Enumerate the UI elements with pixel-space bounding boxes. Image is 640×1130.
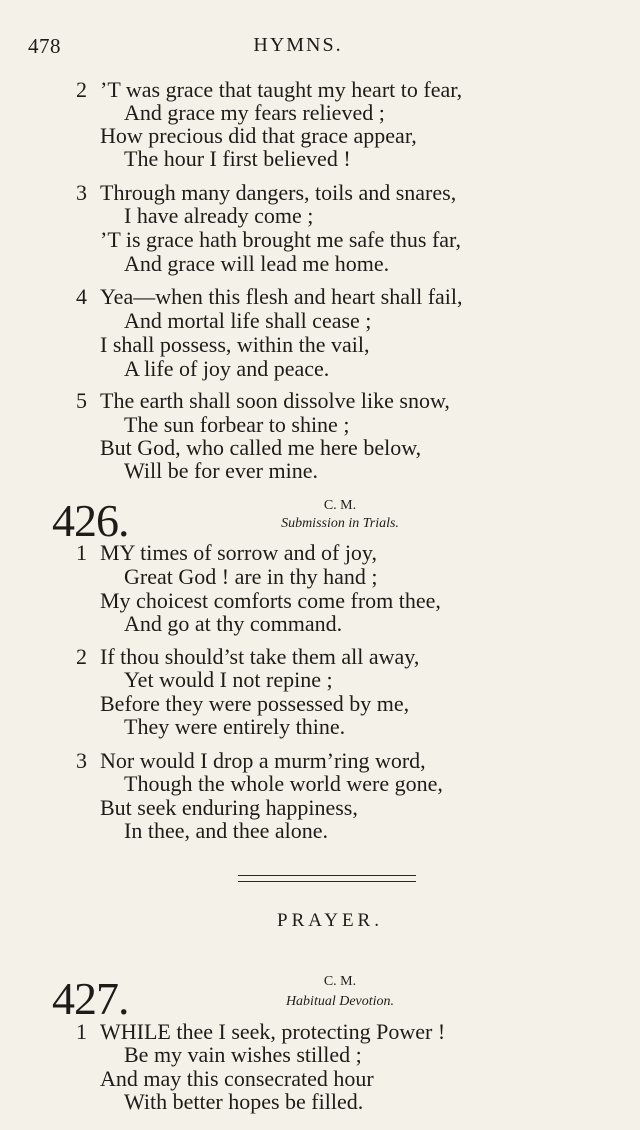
verse-number: 4 <box>76 284 87 309</box>
verse-line: With better hopes be filled. <box>124 1089 364 1114</box>
verse-line: If thou should’st take them all away, <box>100 644 420 669</box>
verse-line: I shall possess, within the vail, <box>100 332 370 357</box>
hymn-meter: C. M. <box>323 974 357 989</box>
verse-line: Though the whole world were gone, <box>124 771 443 796</box>
page-header <box>28 34 628 64</box>
verse-line: But God, who called me here below, <box>100 435 422 460</box>
hymn-number: 427. <box>52 973 129 1024</box>
divider-rule-top <box>238 875 416 876</box>
verse-line: My choicest comforts come from thee, <box>100 588 441 613</box>
verse-number: 3 <box>76 748 87 773</box>
hymn-number: 426. <box>52 495 129 546</box>
verse-line: The hour I first believed ! <box>124 146 351 171</box>
verse-line: How precious did that grace appear, <box>100 123 417 148</box>
verse-line: Yet would I not repine ; <box>124 667 333 692</box>
hymn-meter: C. M. <box>323 498 357 513</box>
hymn-subtitle: Submission in Trials. <box>281 516 399 531</box>
verse-line: And may this consecrated hour <box>100 1066 374 1091</box>
verse-line: MY times of sorrow and of joy, <box>100 540 377 565</box>
verse-line: ’T was grace that taught my heart to fear, <box>100 77 463 102</box>
verse-line: I have already come ; <box>124 203 314 228</box>
verse-line: Yea—when this flesh and heart shall fail, <box>100 284 463 309</box>
verse-number: 1 <box>76 540 87 565</box>
verse-line: ’T is grace hath brought me safe thus far, <box>100 227 461 252</box>
verse-line: In thee, and thee alone. <box>124 818 329 843</box>
verse-line: And mortal life shall cease ; <box>124 308 372 333</box>
verse-line: And grace my fears relieved ; <box>124 100 385 125</box>
verse-line: A life of joy and peace. <box>124 356 330 381</box>
page-number: 478 <box>28 34 61 58</box>
verse-line: WHILE thee I seek, protecting Power ! <box>100 1019 446 1044</box>
verse-line: Nor would I drop a murm’ring word, <box>100 748 426 773</box>
divider-rule-bottom <box>238 881 416 882</box>
verse-line: And grace will lead me home. <box>124 251 390 276</box>
verse-line: The earth shall soon dissolve like snow, <box>100 388 450 413</box>
verse-number: 1 <box>76 1019 87 1044</box>
section-title: PRAYER. <box>277 910 383 931</box>
verse-line: The sun forbear to shine ; <box>124 412 350 437</box>
verse-number: 2 <box>76 644 87 669</box>
verse-line: And go at thy command. <box>124 611 343 636</box>
verse-line: Will be for ever mine. <box>124 458 318 483</box>
verse-line: Through many dangers, toils and snares, <box>100 180 457 205</box>
verse-line: Be my vain wishes stilled ; <box>124 1042 362 1067</box>
verse-number: 3 <box>76 180 87 205</box>
verse-line: Before they were possessed by me, <box>100 691 410 716</box>
verse-line: But seek enduring happiness, <box>100 795 358 820</box>
verse-line: Great God ! are in thy hand ; <box>124 564 378 589</box>
hymn-subtitle: Habitual Devotion. <box>285 994 395 1009</box>
verse-line: They were entirely thine. <box>124 714 346 739</box>
verse-number: 5 <box>76 388 87 413</box>
verse-number: 2 <box>76 77 87 102</box>
running-title: HYMNS. <box>253 34 343 56</box>
